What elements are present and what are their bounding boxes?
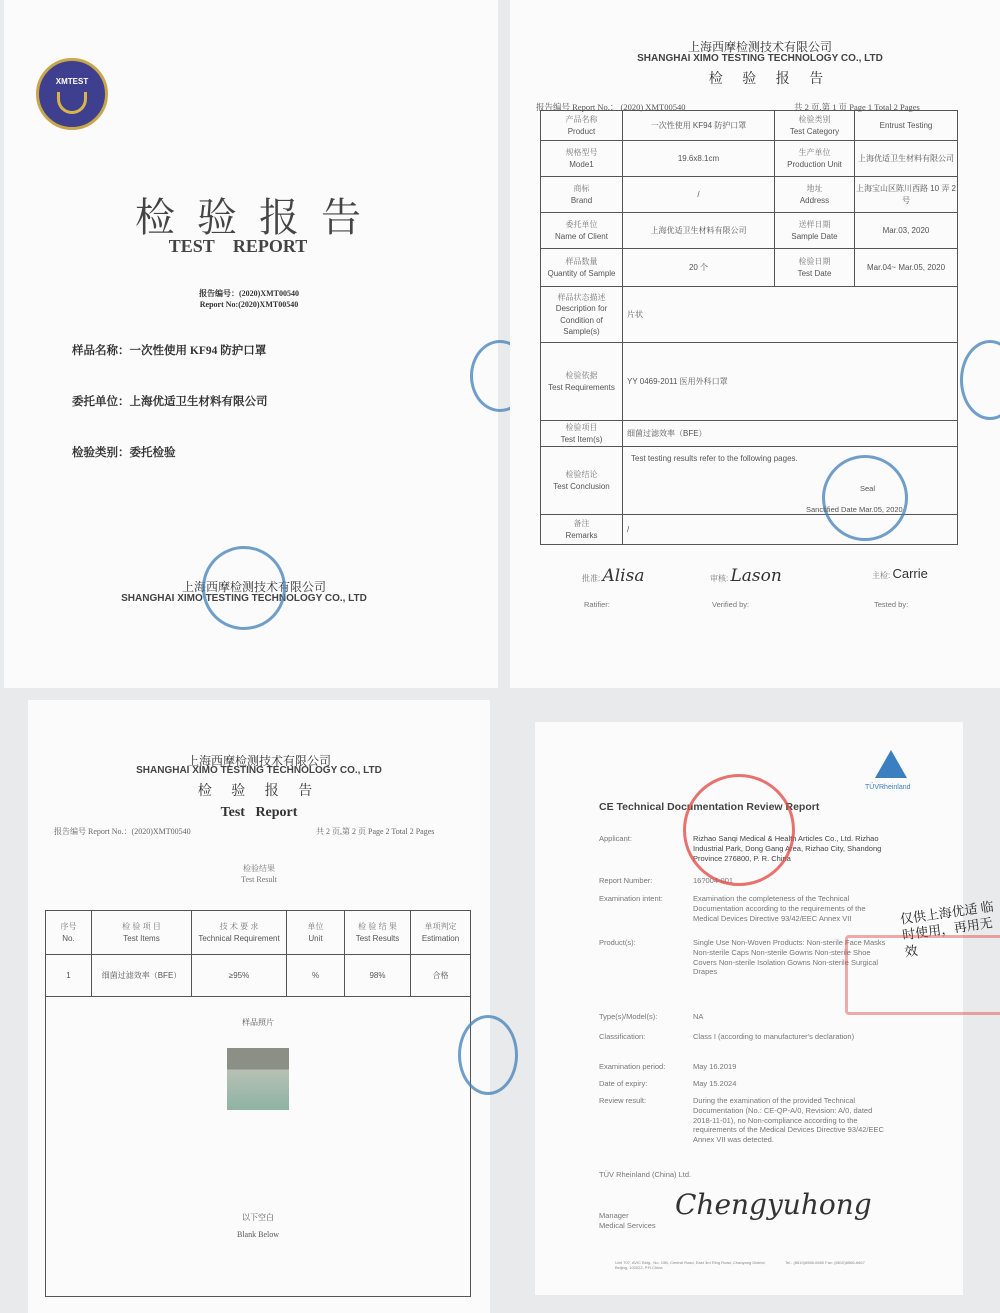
field-value: May 15.2024: [693, 1079, 737, 1088]
value: 上海优适卫生材料有限公司: [623, 213, 775, 249]
label-cn: 检验类别: [798, 115, 831, 125]
sig-label-en: Tested by:: [874, 600, 909, 609]
page-info: 共 2 页,第 1 页 Page 1 Total 2 Pages: [794, 102, 920, 112]
label-en: Product: [567, 126, 596, 136]
value: Mar.04~ Mar.05, 2020: [855, 249, 958, 287]
header-cn: 检 验 项 目: [122, 922, 161, 932]
label-en: Test Category: [789, 126, 840, 136]
blank-en: Blank Below: [237, 1230, 279, 1240]
field-value: Examination the completeness of the Technical Documentation according to the requirements of the Medical Devices Directive 93/42/EEC Annex VII: [693, 894, 866, 923]
value: /: [623, 515, 958, 545]
tuv-logo-icon: [875, 750, 907, 778]
value: 一次性使用 KF94 防护口罩: [623, 111, 775, 141]
signer-dept: Medical Services: [599, 1221, 656, 1230]
sample-name: 样品名称：一次性使用 KF94 防护口罩: [72, 345, 267, 357]
title-cn: 检 验 报 告: [135, 195, 367, 240]
info-row: [541, 249, 958, 287]
field-value: Rizhao Sanqi Medical & Health Articles Co., Ltd. Rizhao Industrial Park, Dong Gang Area, Rizhao City, Shandong Province 276800, P. R. China: [693, 834, 882, 863]
category: 检验类别：委托检验: [72, 447, 176, 459]
signature-block: [872, 566, 928, 581]
label-en: Quantity of Sample: [547, 268, 616, 278]
client: 委托单位：上海优适卫生材料有限公司: [72, 396, 268, 408]
field-label: Type(s)/Model(s):: [599, 1012, 658, 1021]
company-en: SHANGHAI XIMO TESTING TECHNOLOGY CO., LTD: [121, 593, 367, 604]
field-label: Applicant:: [599, 834, 632, 843]
tuv-logo-text: TÜVRheinland: [865, 784, 911, 791]
value: Test testing results refer to the following pages.: [623, 447, 958, 515]
label-cn: 规格型号: [565, 148, 598, 158]
value: Entrust Testing: [855, 111, 958, 141]
company-stamp: [202, 546, 286, 630]
sig-label-cn: 审核:: [710, 574, 729, 583]
value: 19.6x8.1cm: [623, 141, 775, 177]
label-cn: 商标: [573, 184, 590, 194]
title-cn: 检 验 报 告: [708, 72, 832, 87]
report-no: 报告编号 Report No.：(2020)XMT00540: [54, 827, 191, 836]
signature-name: Lason: [730, 566, 782, 586]
label-en: Test Item(s): [560, 434, 603, 444]
label-cn: 委托单位: [565, 220, 598, 230]
label-en: Test Date: [797, 268, 832, 278]
value: 细菌过滤效率（BFE）: [623, 421, 958, 447]
value: YY 0469-2011 医用外科口罩: [623, 343, 958, 421]
sig-label-en: Ratifier:: [584, 600, 610, 609]
company-cn: 上海西摩检测技术有限公司: [186, 754, 331, 768]
sig-label-cn: 批准:: [582, 574, 601, 583]
result-cell: 细菌过滤效率（BFE）: [92, 955, 192, 997]
value: 上海优适卫生材料有限公司: [855, 141, 958, 177]
sig-label-cn: 主检:: [872, 571, 891, 580]
signer-title: Manager: [599, 1211, 629, 1220]
handwritten-note: 仅供上海优适 临时使用，再用无效: [899, 898, 995, 959]
label-cn: 送样日期: [798, 220, 831, 230]
header-en: Estimation: [421, 933, 460, 943]
header-cn: 单项判定: [424, 922, 457, 932]
photo-label: 样品照片: [242, 1018, 274, 1027]
label-en: Brand: [570, 195, 593, 205]
field-value: Class I (according to manufacturer's declaration): [693, 1032, 855, 1041]
label-cn: 地址: [806, 184, 823, 194]
label-en: Production Unit: [787, 159, 842, 169]
company-en: SHANGHAI XIMO TESTING TECHNOLOGY CO., LTD: [637, 53, 883, 64]
label-en: Name of Client: [555, 231, 608, 241]
title-en: Test Report: [220, 805, 298, 820]
info-row: [541, 111, 958, 141]
label-en: Test Requirements: [548, 382, 615, 392]
value: /: [623, 177, 775, 213]
info-row: [541, 141, 958, 177]
issuer: TÜV Rheinland (China) Ltd.: [599, 1170, 692, 1179]
sanction-date: Sanctified Date Mar.05, 2020: [806, 505, 903, 514]
header-cn: 技 术 要 求: [219, 922, 259, 932]
signature-block: [710, 566, 782, 586]
info-row: [541, 343, 958, 421]
result-cell: 合格: [411, 955, 471, 997]
field-label: Report Number:: [599, 876, 653, 885]
info-row: [541, 213, 958, 249]
field-value: Single Use Non-Woven Products: Non-sterile Face Masks Non-sterile Caps Non-sterile Gowns Non-sterile Shoe Covers Non-sterile Isolation Gowns Non-sterile Surgical Drapes: [693, 938, 886, 977]
footer-contact: Tel.: (8610)6566-6660 Fax: (8610)6566-6667: [785, 1260, 865, 1265]
field-label: Review result:: [599, 1096, 647, 1105]
label-cn: 检验结论: [565, 470, 598, 480]
company-cn: 上海西摩检测技术有限公司: [181, 580, 326, 594]
sig-label-en: Verified by:: [712, 600, 750, 609]
title-en: TEST REPORT: [168, 236, 308, 256]
result-cn: 检验结果: [243, 864, 275, 873]
signature-name: Alisa: [602, 566, 645, 586]
result-cell: %: [287, 955, 345, 997]
label-en: Remarks: [565, 530, 598, 540]
title-cn: 检 验 报 告: [197, 784, 321, 799]
red-stamp: [683, 774, 795, 886]
report-no-en: Report No:(2020)XMT00540: [199, 300, 299, 309]
cover-page: [4, 0, 498, 688]
seal-label: Seal: [860, 484, 876, 493]
value: 上海宝山区陈川西路 10 弄 2 号: [855, 177, 958, 213]
edge-stamp: [960, 340, 1000, 420]
report-page-2: [28, 700, 490, 1313]
field-value: 16?004-001: [693, 876, 734, 885]
report-no: 报告编号 Report No.： (2020) XMT00540: [536, 102, 686, 112]
field-value: NA: [693, 1012, 704, 1021]
field-label: Product(s):: [599, 938, 636, 947]
value: 20 个: [623, 249, 775, 287]
result-cell: 1: [46, 955, 92, 997]
sample-photo: [227, 1048, 289, 1110]
report-page-1: [510, 0, 1000, 688]
blank-cn: 以下空白: [242, 1213, 274, 1223]
label-cn: 检验依据: [565, 371, 598, 381]
result-row: [46, 955, 471, 997]
signature-block: [582, 566, 644, 586]
report-no-cn: 报告编号：(2020)XMT00540: [199, 289, 299, 298]
result-cell: ≥95%: [192, 955, 287, 997]
header-en: Unit: [308, 933, 323, 943]
header-en: No.: [62, 933, 75, 943]
xmtest-stamp: [822, 455, 908, 541]
company-cn: 上海西摩检测技术有限公司: [687, 40, 832, 54]
page-info: 共 2 页,第 2 页 Page 2 Total 2 Pages: [316, 827, 435, 836]
field-label: Classification:: [599, 1032, 646, 1041]
label-cn: 备注: [573, 519, 590, 529]
header-row: [46, 911, 471, 955]
label-cn: 检验日期: [798, 257, 831, 267]
company-en: SHANGHAI XIMO TESTING TECHNOLOGY CO., LTD: [136, 765, 382, 776]
label-en: Address: [799, 195, 830, 205]
edge-stamp: [458, 1015, 518, 1095]
signature-name: Carrie: [892, 566, 928, 581]
signature: Chengyuhong: [675, 1188, 872, 1221]
field-value: During the examination of the provided Technical Documentation (No.: CE-QP-A/0, Revision: A/0, dated 2018-11-01), no Non-compliance according to the requirements of the Medical Devices Directive 93/42/EEC Annex VII was detected.: [693, 1096, 884, 1144]
field-label: Date of expiry:: [599, 1079, 648, 1088]
label-cn: 样品数量: [565, 257, 598, 267]
label-en: Sample Date: [791, 231, 838, 241]
value: Mar.03, 2020: [855, 213, 958, 249]
field-label: Examination period:: [599, 1062, 666, 1071]
header-en: Technical Requirement: [198, 933, 280, 943]
label-en: Description for Condition of Sample(s): [555, 304, 608, 336]
label-cn: 产品名称: [565, 115, 598, 125]
result-cell: 98%: [345, 955, 411, 997]
rect-red-stamp: [845, 935, 1000, 1015]
header-en: Test Items: [123, 933, 160, 943]
label-en: Test Conclusion: [553, 481, 610, 491]
report-title: CE Technical Documentation Review Report: [599, 801, 820, 813]
header-cn: 单位: [307, 922, 324, 932]
label-cn: 检验项目: [565, 423, 598, 433]
info-row: [541, 421, 958, 447]
xmtest-logo: [36, 58, 108, 130]
label-cn: 生产单位: [798, 148, 831, 158]
result-en: Test Result: [241, 875, 277, 884]
field-label: Examination intent:: [599, 894, 663, 903]
header-cn: 序号: [60, 922, 77, 932]
header-en: Test Results: [355, 933, 400, 943]
label-cn: 样品状态描述: [557, 293, 606, 303]
field-value: May 16.2019: [693, 1062, 737, 1071]
value: 片状: [623, 287, 958, 343]
result-table: [45, 910, 471, 1297]
footer-address: Unit 707, AVIC Bldg., No. 10B, Central Road, East 3rd Ring Road, Chaoyang District, Beijing, 100022, P.R.China: [615, 1260, 766, 1270]
logo-text: XMTEST: [55, 77, 89, 86]
label-en: Mode1: [569, 159, 594, 169]
info-row: [541, 177, 958, 213]
info-row: [541, 287, 958, 343]
header-cn: 检 验 结 果: [358, 922, 397, 932]
